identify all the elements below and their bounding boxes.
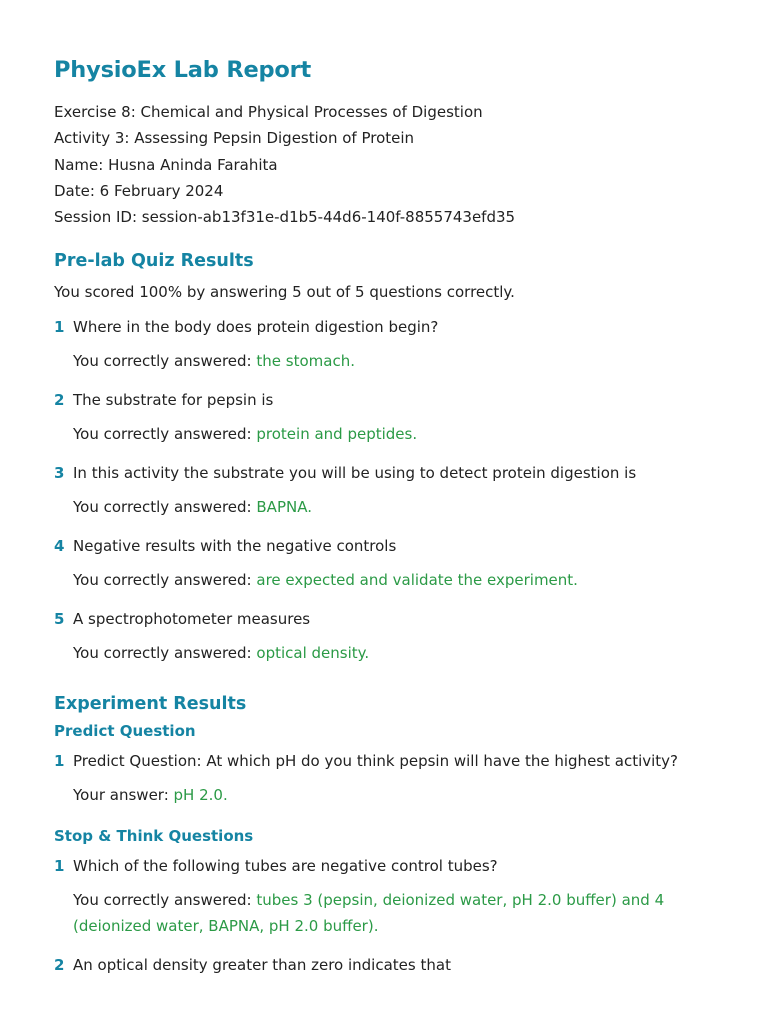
answer-prefix: You correctly answered: xyxy=(73,498,257,517)
predict-question-item xyxy=(54,750,714,808)
answer-line xyxy=(54,567,714,593)
question-number: 2 xyxy=(54,956,65,975)
stop-think-question-item xyxy=(54,954,714,976)
answer-line xyxy=(54,640,714,666)
answer-line xyxy=(54,348,714,374)
stop-think-subsection-title: Stop & Think Questions xyxy=(54,827,254,846)
answer-line xyxy=(54,782,714,808)
question-text: Negative results with the negative controls xyxy=(73,537,397,556)
answer-prefix: You correctly answered: xyxy=(73,891,257,910)
answer-value: optical density. xyxy=(256,644,370,663)
answer-prefix: Your answer: xyxy=(73,786,174,805)
activity-line: Activity 3: Assessing Pepsin Digestion of Protein xyxy=(54,129,415,148)
prelab-question-item xyxy=(54,462,714,520)
question-text: The substrate for pepsin is xyxy=(73,391,274,410)
predict-subsection-title: Predict Question xyxy=(54,722,196,741)
question-number: 1 xyxy=(54,752,65,771)
report-title: PhysioEx Lab Report xyxy=(54,57,312,83)
answer-line xyxy=(54,887,714,939)
answer-line xyxy=(54,494,714,520)
report-meta xyxy=(54,99,714,230)
question-text: Predict Question: At which pH do you think pepsin will have the highest activity? xyxy=(73,752,679,771)
answer-prefix: You correctly answered: xyxy=(73,425,257,444)
stop-think-question-item xyxy=(54,855,714,939)
answer-value: tubes 3 (pepsin, deionized water, pH 2.0 buffer) and 4 (deionized water, BAPNA, pH 2.0 buffer). xyxy=(73,891,665,936)
question-number: 3 xyxy=(54,464,65,483)
question-text: An optical density greater than zero indicates that xyxy=(73,956,451,975)
answer-value: BAPNA. xyxy=(256,498,312,517)
session-id: Session ID: session-ab13f31e-d1b5-44d6-140f-8855743efd35 xyxy=(54,208,516,227)
question-number: 2 xyxy=(54,391,65,410)
question-text: A spectrophotometer measures xyxy=(73,610,311,629)
question-text: Which of the following tubes are negative control tubes? xyxy=(73,857,498,876)
answer-value: the stomach. xyxy=(256,352,355,371)
question-text: In this activity the substrate you will be using to detect protein digestion is xyxy=(73,464,637,483)
prelab-score-summary: You scored 100% by answering 5 out of 5 questions correctly. xyxy=(54,283,515,302)
prelab-question-item xyxy=(54,316,714,374)
prelab-question-item xyxy=(54,608,714,666)
question-number: 1 xyxy=(54,318,65,337)
student-name: Name: Husna Aninda Farahita xyxy=(54,155,278,174)
report-date: Date: 6 February 2024 xyxy=(54,181,224,200)
question-text: Where in the body does protein digestion begin? xyxy=(73,318,439,337)
answer-value: protein and peptides. xyxy=(256,425,418,444)
prelab-section-title: Pre-lab Quiz Results xyxy=(54,251,254,272)
answer-prefix: You correctly answered: xyxy=(73,571,257,590)
prelab-question-item xyxy=(54,389,714,447)
answer-value: are expected and validate the experiment. xyxy=(256,571,578,590)
question-number: 4 xyxy=(54,537,65,556)
question-number: 5 xyxy=(54,610,65,629)
exercise-line: Exercise 8: Chemical and Physical Processes of Digestion xyxy=(54,103,483,121)
prelab-question-item xyxy=(54,535,714,593)
question-number: 1 xyxy=(54,857,65,876)
answer-line xyxy=(54,421,714,447)
answer-prefix: You correctly answered: xyxy=(73,644,257,663)
answer-value: pH 2.0. xyxy=(173,786,228,805)
answer-prefix: You correctly answered: xyxy=(73,352,257,371)
experiment-section-title: Experiment Results xyxy=(54,694,247,715)
